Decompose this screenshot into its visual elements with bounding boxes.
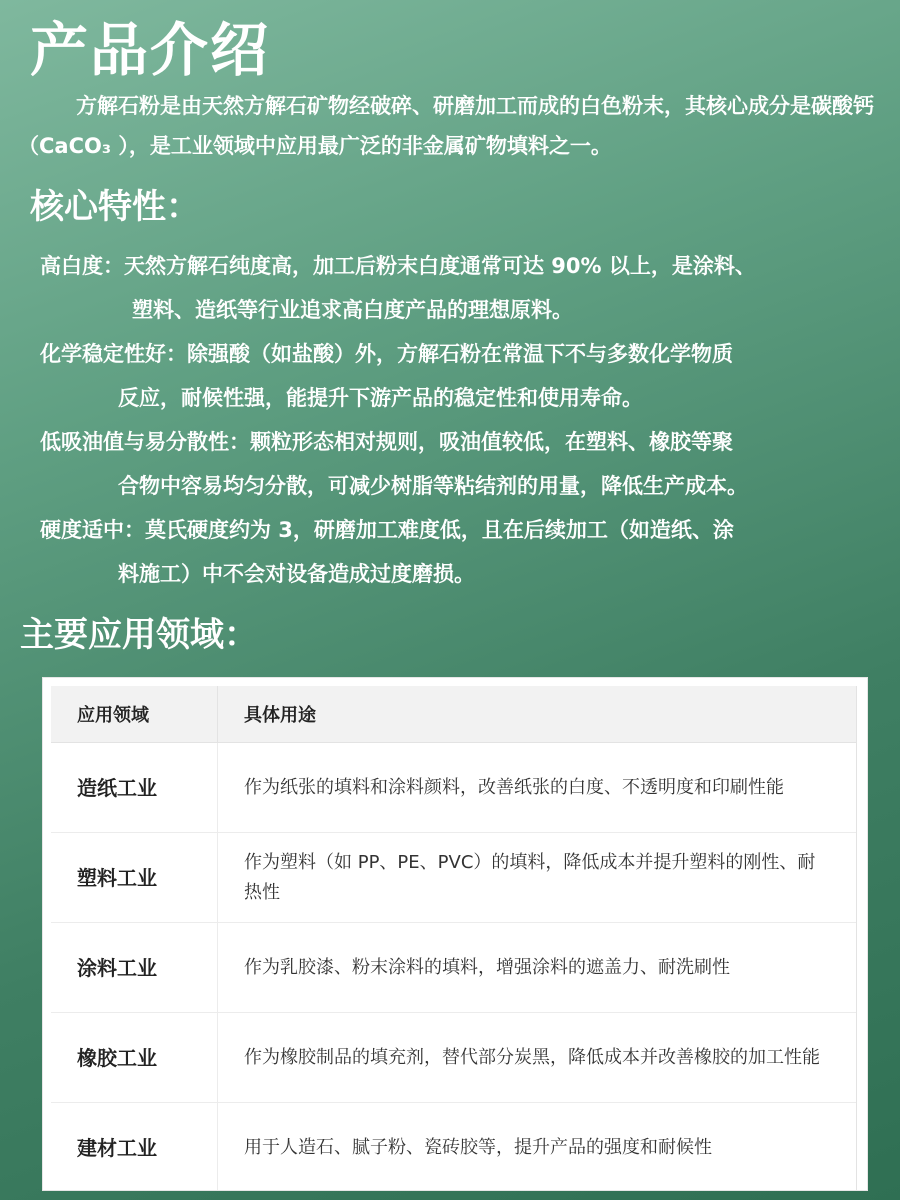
feature-line: 料施工）中不会对设备造成过度磨损。 [118, 562, 475, 586]
table-row [51, 743, 857, 833]
table-right-divider [856, 686, 857, 1190]
table-cell-field: 涂料工业 [51, 923, 218, 1013]
table-cell-field: 橡胶工业 [51, 1013, 218, 1103]
features-list [40, 244, 870, 596]
table-row [51, 923, 857, 1013]
feature-line: 硬度适中：莫氏硬度约为 3，研磨加工难度低，且在后续加工（如造纸、涂 [40, 518, 734, 542]
feature-item-chemical-stability [40, 332, 870, 420]
feature-item-whiteness [40, 244, 870, 332]
table-header-row [51, 686, 857, 743]
column-header-use: 具体用途 [218, 686, 858, 743]
feature-line: 反应，耐候性强，能提升下游产品的稳定性和使用寿命。 [118, 386, 643, 410]
table-row [51, 1103, 857, 1192]
feature-line: 化学稳定性好：除强酸（如盐酸）外，方解石粉在常温下不与多数化学物质 [40, 342, 733, 366]
column-header-field: 应用领域 [51, 686, 218, 743]
table-cell-use: 作为橡胶制品的填充剂，替代部分炭黑，降低成本并改善橡胶的加工性能 [218, 1013, 858, 1103]
applications-table [51, 686, 857, 1191]
table-cell-use: 作为塑料（如 PP、PE、PVC）的填料，降低成本并提升塑料的刚性、耐热性 [218, 833, 858, 923]
feature-line: 塑料、造纸等行业追求高白度产品的理想原料。 [132, 298, 573, 322]
page-title: 产品介绍 [30, 16, 271, 84]
table-cell-use: 作为乳胶漆、粉末涂料的填料，增强涂料的遮盖力、耐洗刷性 [218, 923, 858, 1013]
feature-line: 低吸油值与易分散性：颗粒形态相对规则，吸油值较低，在塑料、橡胶等聚 [40, 430, 733, 454]
feature-line: 合物中容易均匀分散，可减少树脂等粘结剂的用量，降低生产成本。 [118, 474, 748, 498]
table-cell-use: 用于人造石、腻子粉、瓷砖胶等，提升产品的强度和耐候性 [218, 1103, 858, 1192]
feature-item-oil-absorption [40, 420, 870, 508]
table-cell-field: 造纸工业 [51, 743, 218, 833]
applications-table-card [42, 677, 868, 1191]
table-cell-field: 塑料工业 [51, 833, 218, 923]
intro-paragraph: 方解石粉是由天然方解石矿物经破碎、研磨加工而成的白色粉末，其核心成分是碳酸钙（CaCO₃ ），是工业领域中应用最广泛的非金属矿物填料之一。 [18, 94, 874, 158]
table-cell-field: 建材工业 [51, 1103, 218, 1192]
feature-line: 高白度：天然方解石纯度高，加工后粉末白度通常可达 90% 以上，是涂料、 [40, 254, 756, 278]
applications-heading: 主要应用领域： [20, 615, 258, 655]
feature-item-hardness [40, 508, 870, 596]
table-row [51, 833, 857, 923]
table-cell-use: 作为纸张的填料和涂料颜料，改善纸张的白度、不透明度和印刷性能 [218, 743, 858, 833]
table-row [51, 1013, 857, 1103]
features-heading: 核心特性： [30, 187, 200, 227]
